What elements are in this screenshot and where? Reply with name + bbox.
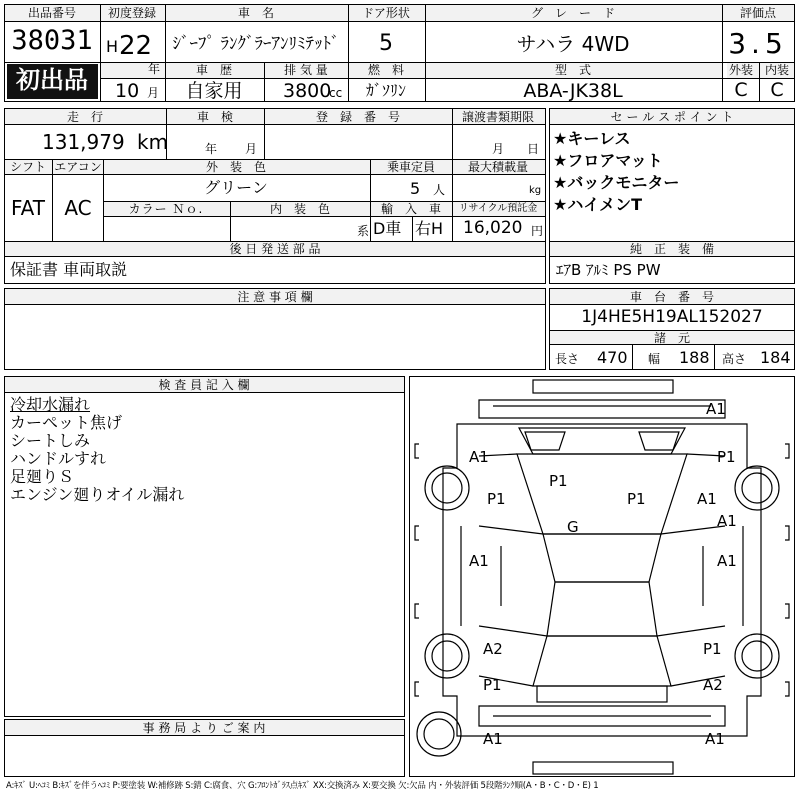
damage-mark: A1	[717, 512, 737, 530]
damage-mark: P1	[487, 490, 506, 508]
color-no-label: カラー Ｎｏ.	[128, 202, 204, 216]
inspection-month-unit: 月	[245, 142, 258, 156]
inspector-line: カーペット焦げ	[10, 413, 123, 432]
import-dealer: D車	[373, 219, 402, 238]
damage-mark: P1	[549, 472, 568, 490]
mileage: 131,979	[42, 130, 125, 154]
recycle-label: リサイクル預託金	[458, 203, 538, 214]
first-listing-text: 初出品	[16, 66, 88, 94]
capacity: 5	[410, 179, 421, 198]
capacity-label: 乗車定員	[386, 160, 436, 174]
displacement: 3800	[283, 80, 332, 102]
later-parts: 保証書 車両取説	[10, 260, 128, 279]
color-label: 外 装 色	[205, 160, 267, 174]
yen-unit: 円	[531, 224, 544, 238]
door-label: ドア形状	[362, 6, 410, 20]
steering-side: 右H	[415, 219, 444, 238]
inspector-line: 足廻りＳ	[10, 467, 75, 486]
first-reg-label: 初度登録	[107, 6, 157, 20]
ac: AC	[64, 196, 92, 220]
shift-label: シフト	[9, 160, 47, 174]
transfer-label: 譲渡書類期限	[461, 110, 535, 124]
kei-suffix: 系	[357, 224, 370, 238]
km-unit: km	[137, 130, 169, 154]
width-label: 幅	[648, 352, 661, 366]
inspection-year-unit: 年	[205, 142, 218, 156]
car-diagram	[409, 376, 795, 777]
transfer-day-unit: 日	[527, 142, 540, 156]
damage-mark: P1	[627, 490, 646, 508]
model-code: ABA-JK38L	[523, 80, 623, 102]
chassis-number: 1J4HE5H19AL152027	[581, 307, 763, 327]
month-unit: 月	[147, 86, 160, 100]
inspector-line: シートしみ	[10, 431, 91, 450]
int-grade: C	[770, 79, 784, 101]
door-count: 5	[379, 31, 393, 56]
lot-label: 出品番号	[27, 6, 77, 20]
int-label: 内装	[764, 63, 790, 77]
car-name: ｼﾞｰﾌﾟ ﾗﾝｸﾞﾗｰｱﾝﾘﾐﾃｯﾄﾞ	[172, 34, 340, 54]
height: 184	[760, 348, 791, 367]
width: 188	[679, 348, 710, 367]
later-parts-label: 後 日 発 送 部 品	[229, 242, 321, 256]
registration-label: 登 録 番 号	[315, 110, 401, 124]
ext-grade: C	[734, 79, 748, 101]
era: H	[106, 37, 119, 56]
history: 自家用	[185, 80, 243, 102]
inspection-label: 車 検	[196, 110, 234, 124]
import-label: 輸 入 車	[380, 202, 442, 216]
sales-points-label: セ ー ル ス ポ イ ン ト	[610, 110, 734, 124]
name-label: 車 名	[237, 6, 275, 20]
length: 470	[597, 348, 628, 367]
damage-mark: A1	[705, 730, 725, 748]
legend-text: A:ｷｽﾞ U:ﾍｺﾐ B:ｷｽﾞを伴うﾍｺﾐ P:要塗装 W:補修跡 S:錆 C:腐食、穴 G:ﾌﾛﾝﾄｶﾞﾗｽ点ｷｽﾞ XX:交換済み X:要交換 欠:欠品 内・外装評価 5段階ﾗﾝｸ順(A・B・C・D・E) 1	[6, 781, 599, 791]
lot-number: 38031	[11, 25, 93, 56]
chassis-label: 車 台 番 号	[629, 290, 715, 304]
score-label: 評価点	[739, 6, 777, 20]
cc-unit: cc	[329, 86, 343, 100]
kg-unit: kg	[529, 185, 542, 196]
length-label: 長さ	[555, 352, 580, 366]
maxload-label: 最大積載量	[467, 160, 529, 174]
recycle-fee: 16,020	[463, 218, 523, 238]
office-label: 事 務 局 よ り ご 案 内	[142, 721, 266, 735]
damage-mark: A2	[703, 676, 723, 694]
damage-mark: P1	[717, 448, 736, 466]
sales-point-item: ★ハイメンT	[553, 195, 643, 214]
year-unit: 年	[148, 62, 161, 76]
interior-color-label: 内 装 色	[269, 202, 331, 216]
fuel-label: 燃 料	[367, 63, 405, 77]
first-reg-month: 10	[115, 80, 140, 102]
damage-mark: A1	[706, 400, 726, 418]
inspector-line: 冷却水漏れ	[10, 395, 91, 414]
damage-mark: A1	[717, 552, 737, 570]
grade-label: グ レ ー ド	[530, 6, 616, 20]
damage-mark: A1	[697, 490, 717, 508]
mileage-label: 走 行	[66, 110, 104, 124]
exterior-color: グリーン	[204, 178, 268, 197]
damage-mark: P1	[703, 640, 722, 658]
damage-mark: A1	[469, 552, 489, 570]
history-label: 車 歴	[195, 63, 233, 77]
ac-label: エアコン	[54, 160, 102, 174]
model-label: 型 式	[554, 63, 592, 77]
spec-label: 諸 元	[653, 331, 691, 345]
displacement-label: 排 気 量	[284, 63, 328, 77]
shift: FAT	[10, 196, 46, 220]
sales-point-item: ★キーレス	[553, 129, 631, 148]
sales-point-item: ★バックモニター	[553, 173, 680, 192]
grade: サハラ 4WD	[516, 32, 630, 56]
ext-label: 外装	[728, 63, 754, 77]
first-reg-year: 22	[119, 31, 153, 61]
transfer-month-unit: 月	[492, 142, 505, 156]
notes-label: 注 意 事 項 欄	[237, 290, 313, 304]
damage-mark: P1	[483, 676, 502, 694]
fuel: ｶﾞｿﾘﾝ	[365, 81, 407, 100]
capacity-unit: 人	[433, 183, 446, 197]
inspector-label: 検 査 員 記 入 欄	[158, 378, 250, 392]
equipment: ｴｱB ｱﾙﾐ PS PW	[556, 261, 661, 279]
damage-mark: A1	[483, 730, 503, 748]
height-label: 高さ	[722, 352, 747, 366]
score: 3.5	[728, 27, 788, 60]
inspector-line: ハンドルすれ	[10, 449, 107, 468]
damage-mark: A2	[483, 640, 503, 658]
sales-point-item: ★フロアマット	[553, 151, 663, 170]
damage-mark: A1	[469, 448, 489, 466]
inspector-line: エンジン廻りオイル漏れ	[10, 485, 185, 504]
equipment-label: 純 正 装 備	[629, 242, 715, 256]
damage-mark: G	[567, 518, 579, 536]
